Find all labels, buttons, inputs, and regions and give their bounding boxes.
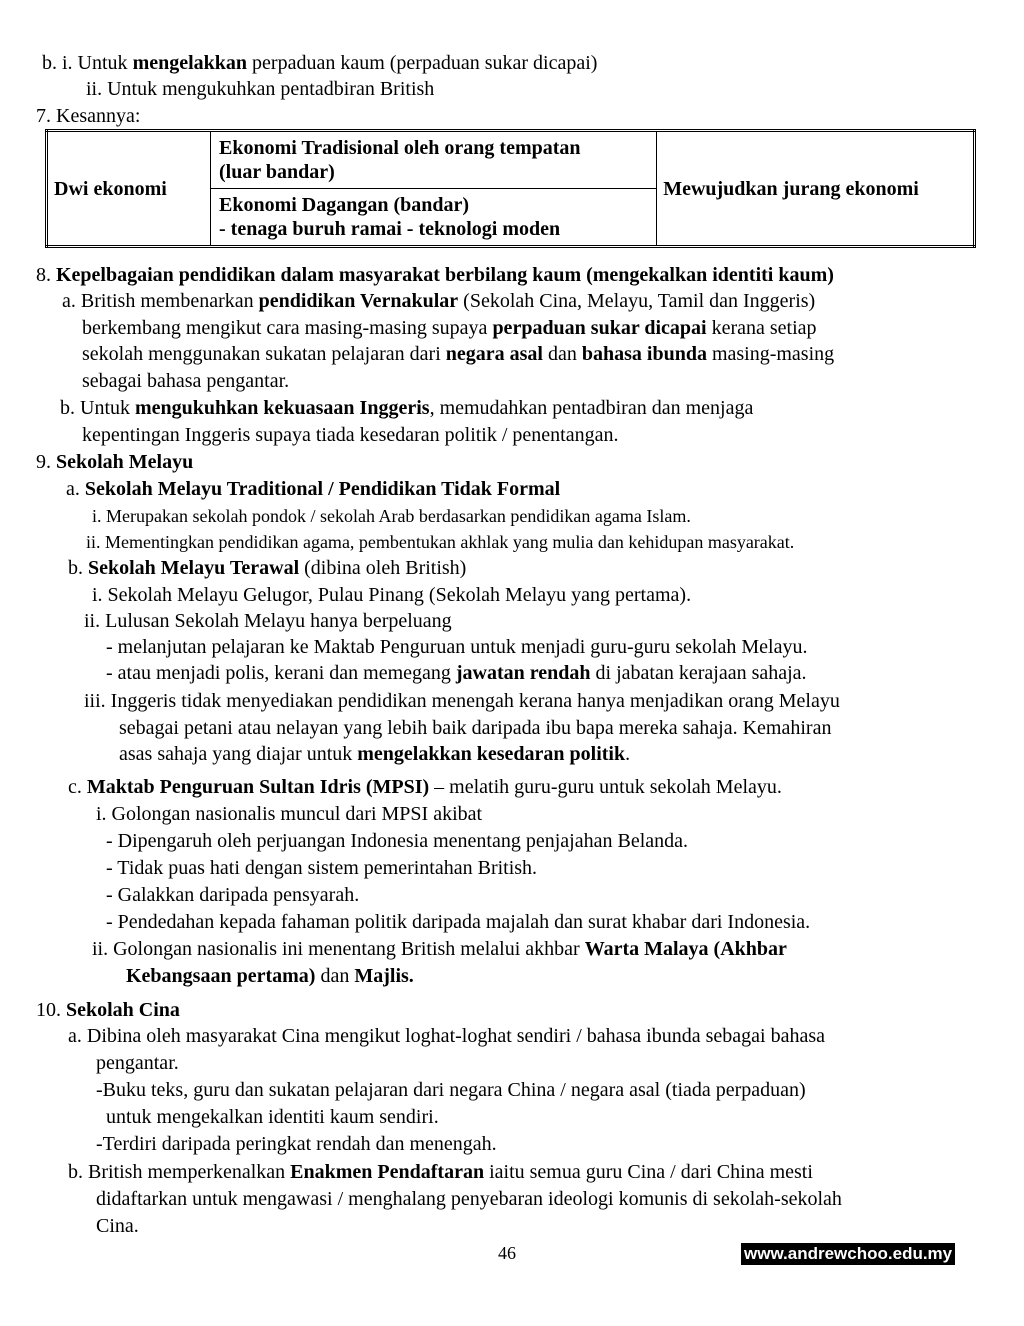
table-cell-left: Dwi ekonomi [47,131,211,247]
item-8b-line1: b. Untuk mengukuhkan kekuasaan Inggeris, memudahkan pentadbiran dan menjaga [60,397,754,419]
item-9b-iii-line1: iii. Inggeris tidak menyediakan pendidikan menengah kerana hanya menjadikan orang Melayu [84,690,840,712]
item-6b-ii: ii. Untuk mengukuhkan pentadbiran British [86,78,435,100]
item-9c-ii-line2: Kebangsaan pertama) dan Majlis. [126,965,414,987]
item-9b-iii-line3: asas sahaja yang diajar untuk mengelakkan kesedaran politik. [119,743,631,765]
item-6b-i: b. i. Untuk mengelakkan perpaduan kaum (perpaduan sukar dicapai) [42,52,598,74]
item-9c-dash3: - Galakkan daripada pensyarah. [106,884,360,906]
table-cell-right: Mewujudkan jurang ekonomi [657,131,975,247]
item-9b-i: i. Sekolah Melayu Gelugor, Pulau Pinang (Sekolah Melayu yang pertama). [92,584,692,606]
item-9c-dash4: - Pendedahan kepada fahaman politik daripada majalah dan surat khabar dari Indonesia. [106,911,811,933]
item-8b-line2: kepentingan Inggeris supaya tiada kesedaran politik / penentangan. [82,424,619,446]
item-8a-line1: a. British membenarkan pendidikan Vernakular (Sekolah Cina, Melayu, Tamil dan Inggeris) [62,290,816,312]
item-9c-heading: c. Maktab Penguruan Sultan Idris (MPSI) – melatih guru-guru untuk sekolah Melayu. [68,776,782,798]
item-9a-heading: a. Sekolah Melayu Traditional / Pendidikan Tidak Formal [66,478,561,500]
table-cell-top: Ekonomi Tradisional oleh orang tempatan (luar bandar) [211,131,657,189]
item-10b-line2: didaftarkan untuk mengawasi / menghalang penyebaran ideologi komunis di sekolah-sekolah [96,1188,842,1210]
item-10b-line1: b. British memperkenalkan Enakmen Pendaftaran iaitu semua guru Cina / dari China mesti [68,1161,813,1183]
item-10b-line3: Cina. [96,1215,139,1237]
dwi-ekonomi-table [45,129,976,248]
item-9c-ii-line1: ii. Golongan nasionalis ini menentang British melalui akhbar Warta Malaya (Akhbar [92,938,787,960]
item-7-heading: 7. Kesannya: [36,105,141,127]
item-9a-i: i. Merupakan sekolah pondok / sekolah Arab berdasarkan pendidikan agama Islam. [92,506,691,526]
item-10a-line1: a. Dibina oleh masyarakat Cina mengikut loghat-loghat sendiri / bahasa ibunda sebagai bahasa [68,1025,825,1047]
item-9b-heading: b. Sekolah Melayu Terawal (dibina oleh British) [68,557,467,579]
item-9c-i: i. Golongan nasionalis muncul dari MPSI akibat [96,803,483,825]
item-9c-dash2: - Tidak puas hati dengan sistem pemerintahan British. [106,857,538,879]
item-9c-dash1: - Dipengaruh oleh perjuangan Indonesia menentang penjajahan Belanda. [106,830,689,852]
section-10-heading: 10. Sekolah Cina [36,999,180,1021]
item-9a-ii: ii. Mementingkan pendidikan agama, pembentukan akhlak yang mulia dan kehidupan masyarakat. [86,532,795,552]
page-number: 46 [498,1243,516,1263]
item-10a-line4: untuk mengekalkan identiti kaum sendiri. [106,1106,439,1128]
item-9b-iii-line2: sebagai petani atau nelayan yang lebih baik daripada ibu bapa mereka sahaja. Kemahiran [119,717,832,739]
item-10a-line5: -Terdiri daripada peringkat rendah dan menengah. [96,1133,497,1155]
item-8a-line2: berkembang mengikut cara masing-masing supaya perpaduan sukar dicapai kerana setiap [82,317,817,339]
item-10a-line3: -Buku teks, guru dan sukatan pelajaran dari negara China / negara asal (tiada perpaduan) [96,1079,806,1101]
table-cell-bottom: Ekonomi Dagangan (bandar) - tenaga buruh ramai - teknologi moden [211,189,657,247]
section-9-heading: 9. Sekolah Melayu [36,451,194,473]
item-9b-ii: ii. Lulusan Sekolah Melayu hanya berpeluang [84,610,452,632]
item-9b-ii-dash2: - atau menjadi polis, kerani dan memegang jawatan rendah di jabatan kerajaan sahaja. [106,662,807,684]
item-8a-line4: sebagai bahasa pengantar. [82,370,290,392]
website-link[interactable]: www.andrewchoo.edu.my [741,1243,955,1265]
item-8a-line3: sekolah menggunakan sukatan pelajaran dari negara asal dan bahasa ibunda masing-masing [82,343,835,365]
item-10a-line2: pengantar. [96,1052,179,1074]
item-9b-ii-dash1: - melanjutan pelajaran ke Maktab Penguruan untuk menjadi guru-guru sekolah Melayu. [106,636,808,658]
section-8-heading: 8. Kepelbagaian pendidikan dalam masyarakat berbilang kaum (mengekalkan identiti kaum) [36,264,834,286]
